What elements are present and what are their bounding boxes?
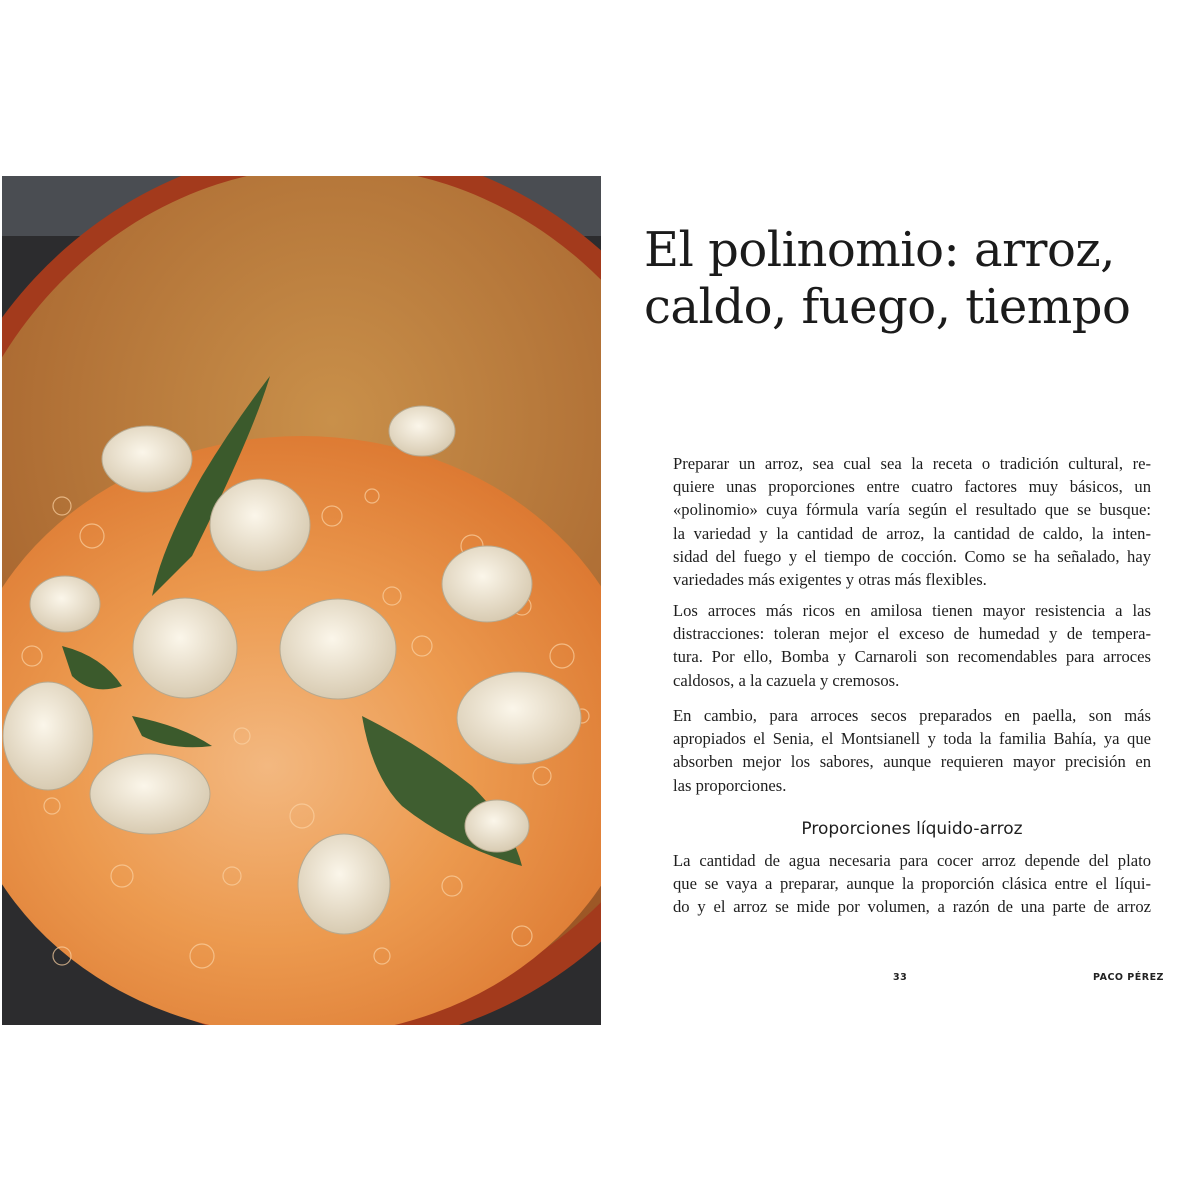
page-number: 33 (893, 972, 908, 983)
text-line: apropiados el Senia, el Montsianell y toda la familia Bahía, ya que (673, 729, 1151, 749)
text-line: distracciones: toleran mejor el exceso de humedad y de tempera- (673, 624, 1151, 644)
body-paragraph (673, 849, 1151, 919)
body-paragraph (673, 452, 1151, 591)
running-footer-author: PACO PÉREZ (1093, 972, 1164, 983)
title-line: El polinomio: arroz, (644, 222, 1115, 278)
text-line: Los arroces más ricos en amilosa tienen mayor resistencia a las (673, 601, 1151, 620)
title-line: caldo, fuego, tiempo (644, 279, 1131, 335)
body-paragraph (673, 704, 1151, 797)
text-line: Preparar un arroz, sea cual sea la receta o tradición cultural, re- (673, 454, 1151, 473)
text-line: que se vaya a preparar, aunque la proporción clásica entre el líqui- (673, 874, 1151, 894)
text-line: absorben mejor los sabores, aunque requieren mayor precisión en (673, 752, 1151, 772)
page-title (644, 222, 1174, 336)
text-line: tura. Por ello, Bomba y Carnaroli son recomendables para arroces (673, 647, 1151, 667)
section-subheading: Proporciones líquido-arroz (801, 819, 1023, 839)
text-line: «polinomio» cuya fórmula varía según el resultado que se busque: (673, 500, 1151, 520)
text-line: quiere unas proporciones entre cuatro factores muy básicos, un (673, 477, 1151, 497)
text-line: caldosos, a la cazuela y cremosos. (673, 670, 900, 690)
body-paragraph (673, 599, 1151, 692)
text-line: La cantidad de agua necesaria para cocer arroz depende del plato (673, 851, 1151, 870)
text-line: variedades más exigentes y otras más flexibles. (673, 570, 987, 590)
text-line: En cambio, para arroces secos preparados en paella, son más (673, 706, 1151, 725)
text-line: la variedad y la cantidad de arroz, la cantidad de caldo, la inten- (673, 523, 1151, 543)
dish-photo (2, 176, 601, 1025)
text-line: las proporciones. (673, 775, 787, 795)
text-line: sidad del fuego y el tiempo de cocción. Como se ha señalado, hay (673, 546, 1151, 566)
text-line: do y el arroz se mide por volumen, a razón de una parte de arroz (673, 897, 1151, 917)
